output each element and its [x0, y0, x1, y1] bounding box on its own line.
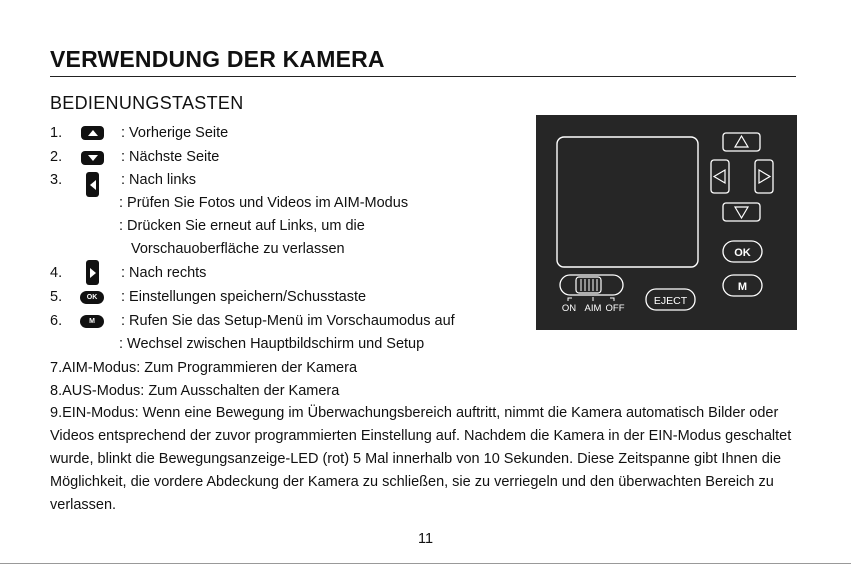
item-text: : Nächste Seite [121, 149, 220, 165]
left-arrow-icon [86, 172, 99, 197]
section-heading: BEDIENUNGSTASTEN [50, 93, 244, 113]
item-text: : Einstellungen speichern/Schusstaste [121, 289, 367, 305]
ok-button-icon: OK [80, 291, 104, 304]
switch-aim-label: AIM [584, 303, 602, 314]
item-number: 2. [50, 149, 63, 165]
item-text: : Drücken Sie erneut auf Links, um die [119, 218, 365, 234]
item-text: : Wechsel zwischen Hauptbildschirm und Setup [119, 336, 425, 352]
ok-button-label: OK [734, 247, 751, 259]
mode-switch [560, 275, 623, 295]
right-arrow-icon [759, 170, 770, 183]
m-button-icon: M [80, 315, 104, 328]
item-text: : Prüfen Sie Fotos und Videos im AIM-Modus [119, 195, 409, 211]
item-number: 1. [50, 125, 63, 141]
camera-panel-drawing [536, 115, 797, 330]
item-number: 3. [50, 172, 63, 188]
item-text: Vorschauoberfläche zu verlassen [131, 241, 345, 257]
switch-on-label: ON [561, 303, 577, 314]
camera-control-panel [536, 115, 797, 330]
item-text: : Vorherige Seite [121, 125, 229, 141]
body-paragraph: 9.EIN-Modus: Wenn eine Bewegung im Überwachungsbereich auftritt, nimmt die Kamera automatisch Bilder oder Videos entsprechend der zuvor programmierten Einstellung auf. Nachdem die Kamera in der EIN-Modus geschaltet wurde, blinkt die Bewegungsanzeige-LED (rot) 5 Mal innerhalb von 10 Sekunden. Diese Zeitspanne gibt Ihnen die Möglichkeit, die vordere Abdeckung der Kamera zu schließen, sie zu verriegeln und den überwachten Bereich zu verlassen. [50, 405, 792, 513]
mode-line: 8.AUS-Modus: Zum Ausschalten der Kamera [50, 383, 340, 399]
eject-button-label: EJECT [653, 295, 688, 307]
item-number: 6. [50, 313, 63, 329]
page-number: 11 [417, 531, 434, 547]
up-arrow-icon [81, 126, 104, 140]
right-arrow-icon [86, 260, 99, 285]
bottom-divider [0, 563, 851, 564]
down-arrow-icon [735, 207, 748, 218]
mode-line: 7.AIM-Modus: Zum Programmieren der Kamera [50, 360, 358, 376]
item-text: : Nach rechts [121, 265, 207, 281]
preview-screen [557, 137, 698, 267]
item-number: 4. [50, 265, 63, 281]
up-arrow-icon [735, 136, 748, 147]
item-text: : Rufen Sie das Setup-Menü im Vorschaumodus auf [121, 313, 455, 329]
switch-off-label: OFF [605, 303, 625, 314]
left-arrow-icon [714, 170, 725, 183]
down-arrow-icon [81, 151, 104, 165]
item-text: : Nach links [121, 172, 196, 188]
m-button-label: M [737, 281, 748, 293]
page-title: VERWENDUNG DER KAMERA [50, 46, 796, 77]
item-number: 5. [50, 289, 63, 305]
